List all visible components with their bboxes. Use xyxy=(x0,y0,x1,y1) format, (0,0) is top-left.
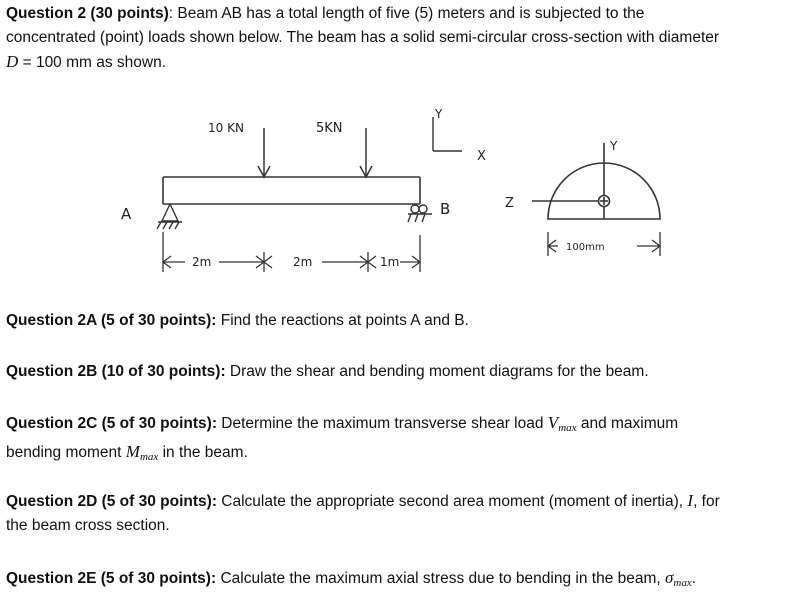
v-max-subscript: max xyxy=(558,422,577,434)
m-max-subscript: max xyxy=(139,451,159,463)
intro-line-2: concentrated (point) loads shown below. The beam has a solid semi-circular cross-section with diameter xyxy=(6,29,720,46)
intro-line-3: = 100 mm as shown. xyxy=(18,54,167,71)
load-label-5kn: 5KN xyxy=(316,121,343,136)
question-2c xyxy=(6,411,781,469)
question-2b-text: Draw the shear and bending moment diagrams for the beam. xyxy=(225,363,649,380)
question-2a xyxy=(6,309,781,333)
question-2-heading: Question 2 (30 points) xyxy=(6,5,169,22)
question-2e-heading: Question 2E (5 of 30 points): xyxy=(6,570,217,587)
question-2e-text-b: . xyxy=(691,570,697,587)
support-b-label: B xyxy=(440,200,451,218)
question-2c-text-d: in the beam. xyxy=(158,444,248,461)
load-arrow-10kn xyxy=(258,128,270,177)
diameter-symbol: D xyxy=(6,52,19,71)
question-2b-heading: Question 2B (10 of 30 points): xyxy=(6,363,226,380)
question-2d-text-c: the beam cross section. xyxy=(6,517,170,534)
question-2d-heading: Question 2D (5 of 30 points): xyxy=(6,493,217,510)
question-2c-heading: Question 2C (5 of 30 points): xyxy=(6,415,217,432)
m-max-symbol: M xyxy=(125,442,140,461)
dimension-2m-second: 2m xyxy=(293,255,313,269)
question-2a-heading: Question 2A (5 of 30 points): xyxy=(6,312,217,329)
question-2d-text-b: , for xyxy=(693,493,720,510)
axis-x-label: X xyxy=(477,149,486,164)
dimension-1m: 1m xyxy=(380,255,400,269)
beam xyxy=(163,177,420,204)
section-dimension-label: 100mm xyxy=(566,242,605,253)
load-arrow-5kn xyxy=(360,128,372,177)
intro-line-1: : Beam AB has a total length of five (5) meters and is subjected to the xyxy=(168,5,645,22)
question-2c-text-c: bending moment xyxy=(6,444,126,461)
sigma-max-symbol: σ xyxy=(665,568,674,587)
question-2b xyxy=(6,360,781,384)
question-2e xyxy=(6,566,781,595)
axes-icon xyxy=(433,117,462,151)
load-label-10kn: 10 KN xyxy=(208,121,244,135)
semicircular-cross-section xyxy=(532,143,660,219)
section-axis-y-label: Y xyxy=(610,139,618,153)
question-2a-text: Find the reactions at points A and B. xyxy=(216,312,469,329)
support-a-label: A xyxy=(121,205,132,223)
pin-support-a xyxy=(157,204,182,229)
question-2d xyxy=(6,489,781,538)
sigma-max-subscript: max xyxy=(673,577,692,589)
question-2c-text-a: Determine the maximum transverse shear load xyxy=(216,415,548,432)
axis-z-label: Z xyxy=(505,196,514,211)
dimension-2m-first: 2m xyxy=(192,255,212,269)
axis-y-label: Y xyxy=(435,107,443,121)
question-2c-text-b: and maximum xyxy=(576,415,679,432)
roller-support-b xyxy=(408,205,432,222)
question-2d-text-a: Calculate the appropriate second area moment (moment of inertia), xyxy=(216,493,688,510)
question-2e-text-a: Calculate the maximum axial stress due to bending in the beam, xyxy=(216,570,666,587)
v-max-symbol: V xyxy=(547,413,559,432)
i-symbol: I xyxy=(687,491,694,510)
